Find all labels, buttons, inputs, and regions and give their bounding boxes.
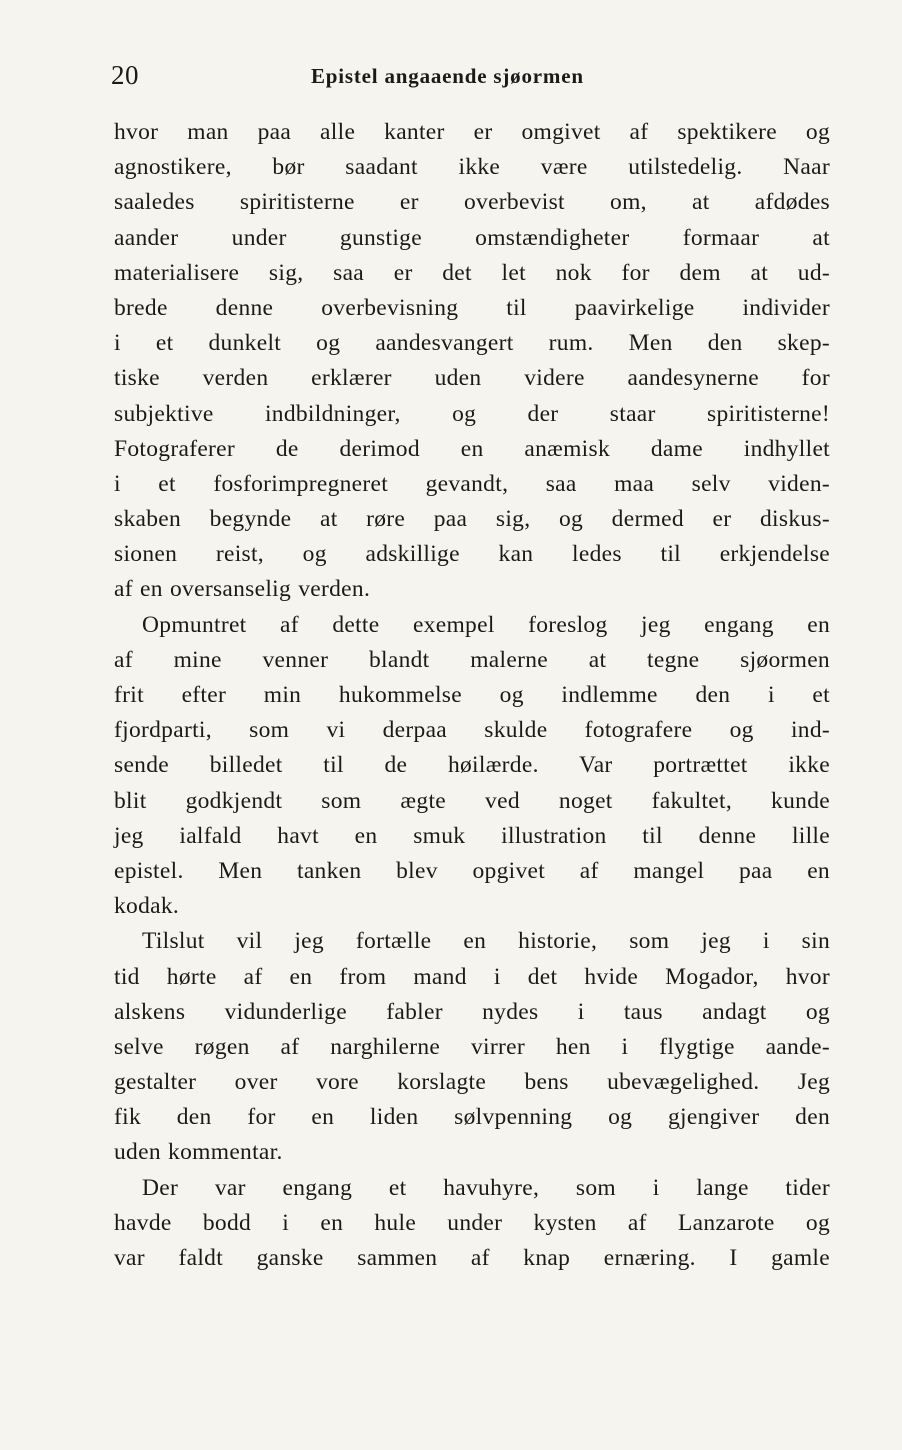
page-header: [111, 60, 811, 94]
text-line-paragraph-start: Tilslut vil jeg fortælle en historie, som jeg i sin: [142, 928, 830, 955]
text-line: af mine venner blandt malerne at tegne sjøormen: [114, 646, 830, 673]
text-line: materialisere sig, saa er det let nok for dem at ud-: [114, 259, 830, 286]
text-line-paragraph-start: Der var engang et havuhyre, som i lange tider: [142, 1174, 830, 1201]
text-line-paragraph-end: uden kommentar.: [114, 1139, 283, 1166]
text-line: tid hørte af en from mand i det hvide Mogador, hvor: [114, 963, 830, 990]
running-title: Epistel angaaende sjøormen: [311, 64, 584, 88]
text-line: frit efter min hukommelse og indlemme den i et: [114, 682, 830, 708]
text-line-paragraph-end: af en oversanselig verden.: [114, 576, 371, 603]
text-line: Fotograferer de derimod en anæmisk dame indhyllet: [114, 435, 830, 462]
text-line: var faldt ganske sammen af knap ernæring. I gamle: [114, 1245, 830, 1271]
text-line: jeg ialfald havt en smuk illustration til denne lille: [114, 822, 830, 849]
text-line: sionen reist, og adskillige kan ledes til erkjendelse: [114, 541, 830, 568]
page-number: 20: [111, 60, 139, 90]
text-line: brede denne overbevisning til paavirkelige individer: [114, 294, 830, 321]
text-line: skaben begynde at røre paa sig, og dermed er diskus-: [114, 506, 830, 533]
text-line: aander under gunstige omstændigheter formaar at: [114, 224, 830, 251]
text-line: alskens vidunderlige fabler nydes i taus andagt og: [114, 998, 830, 1025]
text-line: fjordparti, som vi derpaa skulde fotografere og ind-: [114, 717, 830, 744]
text-line: gestalter over vore korslagte bens ubevægelighed. Jeg: [114, 1069, 830, 1096]
text-line: hvor man paa alle kanter er omgivet af spektikere og: [114, 119, 830, 145]
text-line: i et dunkelt og aandesvangert rum. Men den skep-: [114, 330, 830, 357]
text-line: sende billedet til de høilærde. Var portrættet ikke: [114, 752, 830, 779]
text-line: agnostikere, bør saadant ikke være utilstedelig. Naar: [114, 154, 830, 181]
text-line: selve røgen af narghilerne virrer hen i flygtige aande-: [114, 1033, 830, 1060]
text-line-paragraph-end: kodak.: [114, 893, 180, 920]
body-text: [114, 115, 830, 1276]
text-line-paragraph-start: Opmuntret af dette exempel foreslog jeg engang en: [142, 611, 830, 638]
text-line: saaledes spiritisterne er overbevist om, at afdødes: [114, 189, 830, 216]
text-line: subjektive indbildninger, og der staar spiritisterne!: [114, 400, 830, 427]
text-line: blit godkjendt som ægte ved noget fakultet, kunde: [114, 787, 830, 814]
text-line: tiske verden erklærer uden videre aandesynerne for: [114, 365, 830, 392]
text-line: fik den for en liden sølvpenning og gjengiver den: [114, 1104, 830, 1131]
text-line: epistel. Men tanken blev opgivet af mangel paa en: [114, 857, 830, 884]
text-line: i et fosforimpregneret gevandt, saa maa selv viden-: [114, 470, 830, 497]
text-line: havde bodd i en hule under kysten af Lanzarote og: [114, 1209, 830, 1236]
